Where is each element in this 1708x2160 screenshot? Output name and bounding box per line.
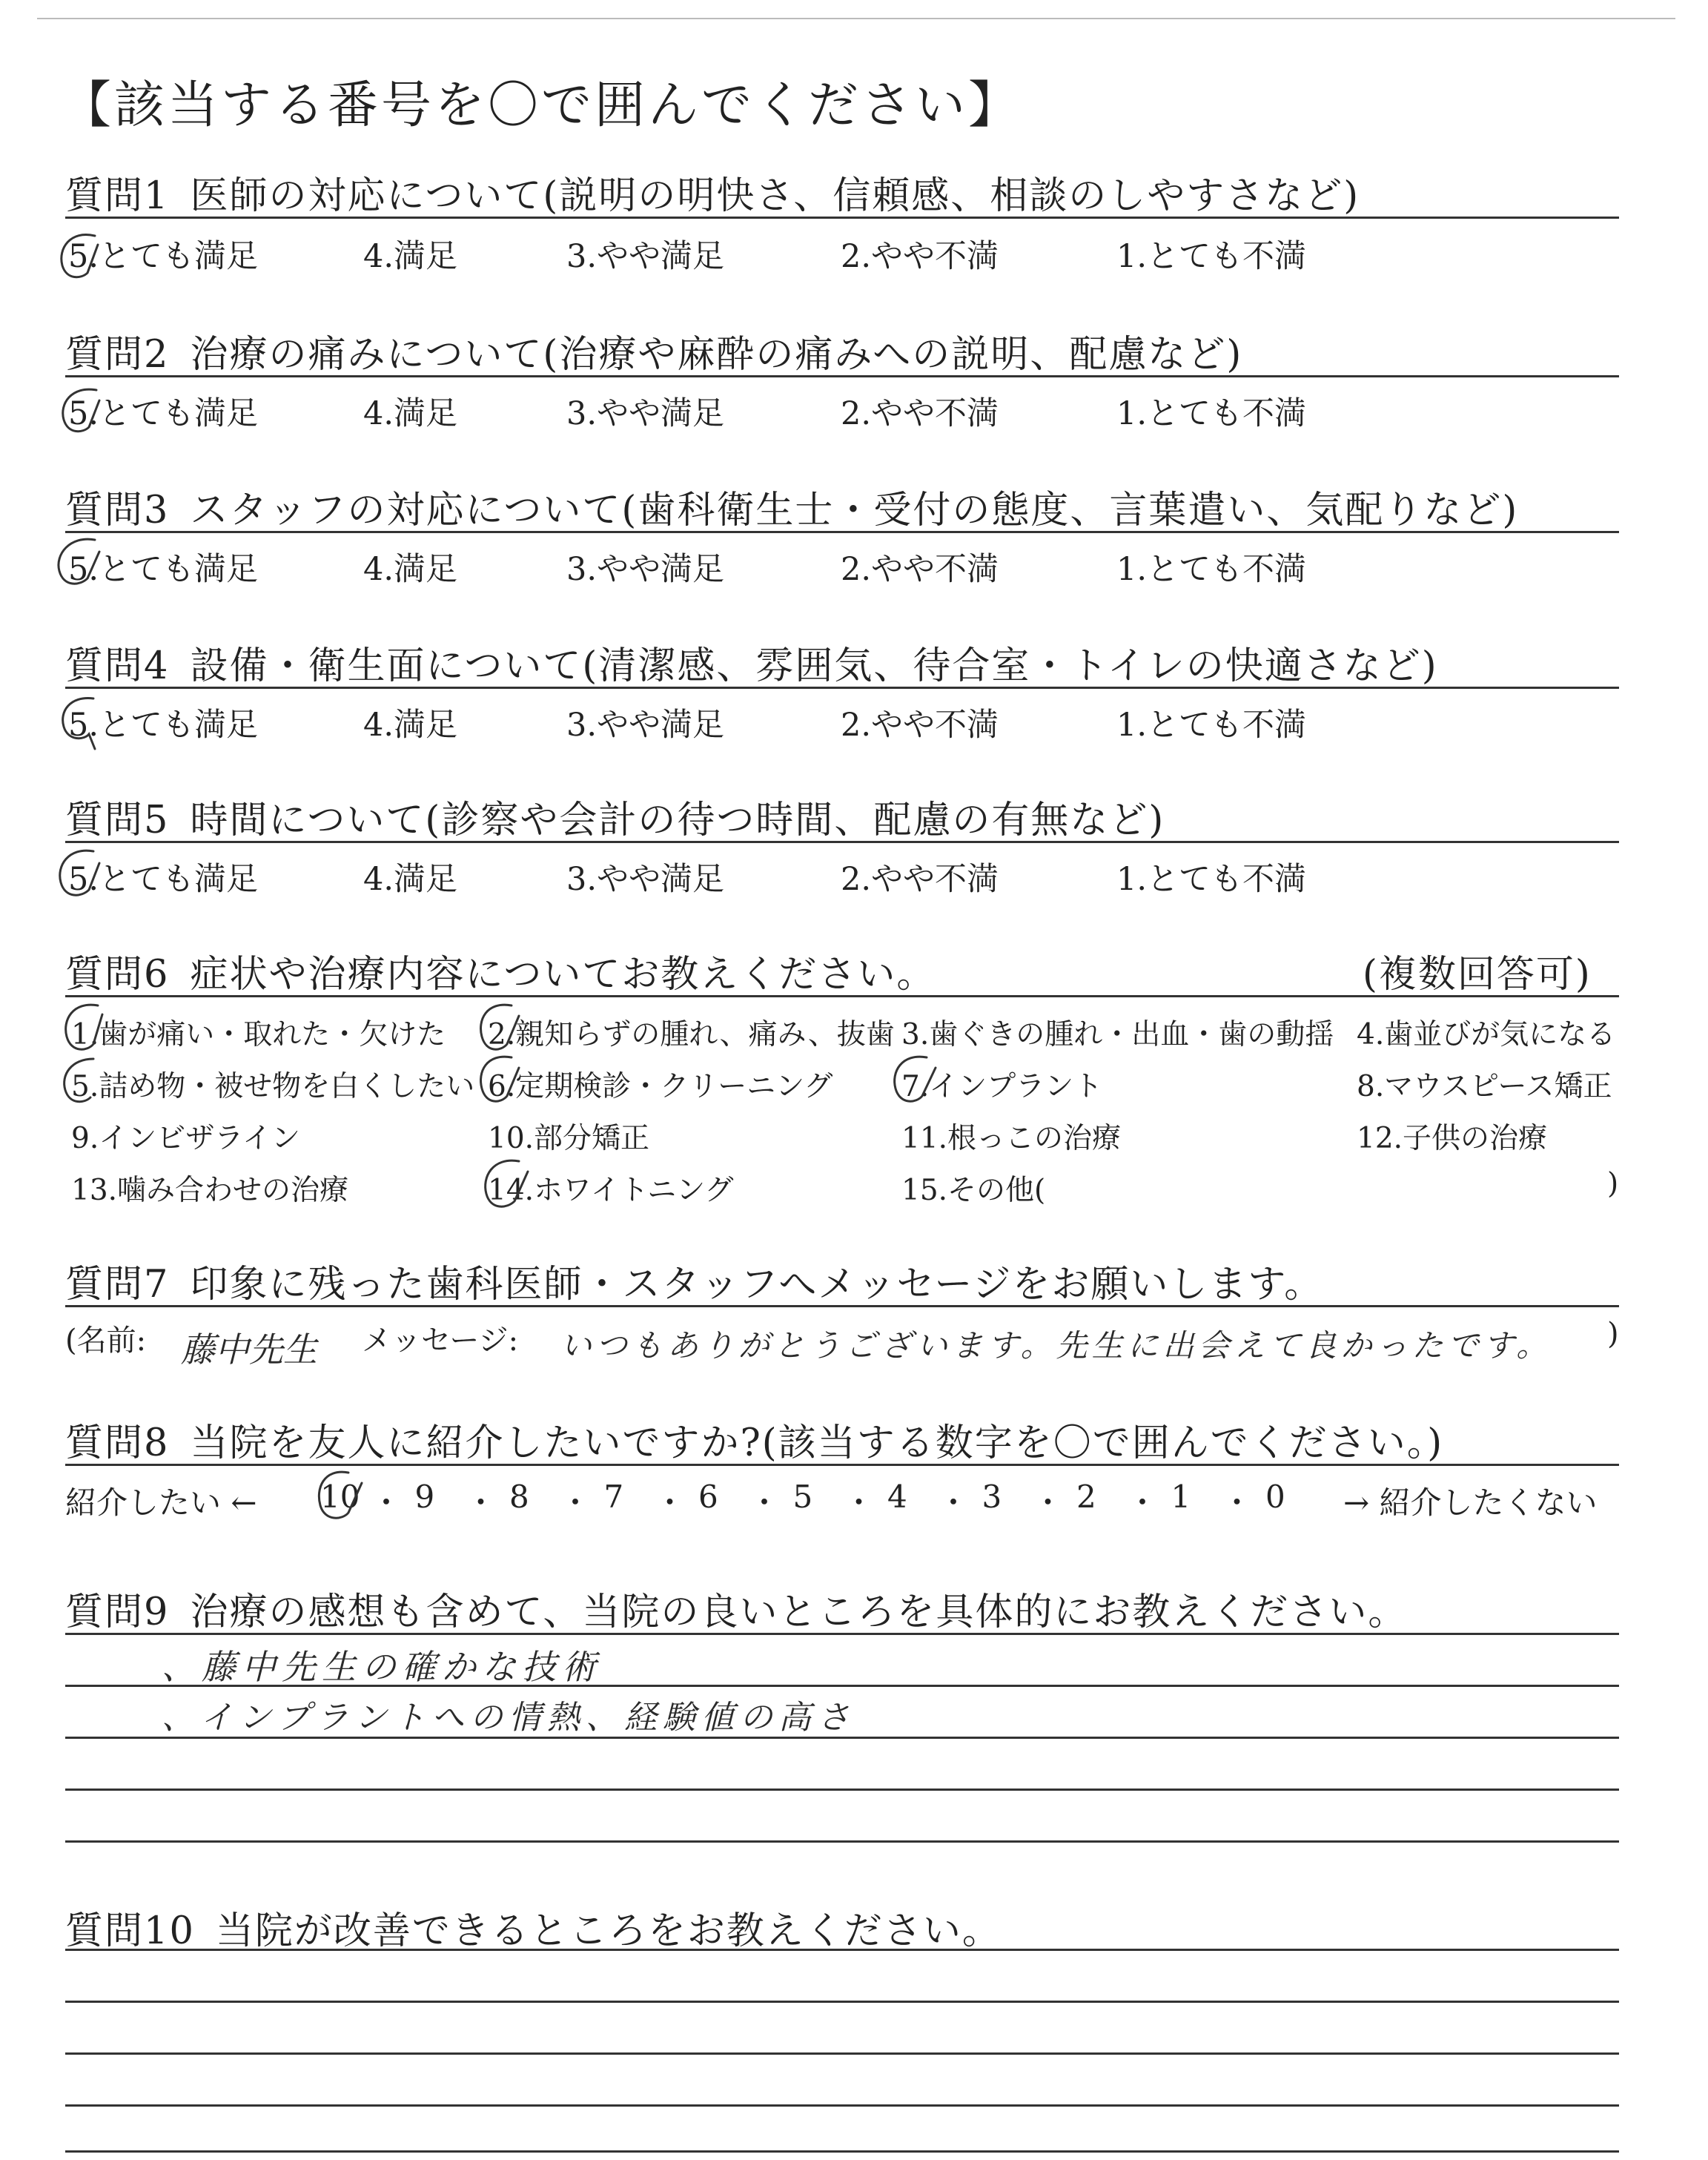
q6-option-3[interactable]: 3.歯ぐきの腫れ・出血・歯の動揺 (901, 1018, 1334, 1051)
q2-option-2[interactable]: 2.やや不満 (841, 395, 999, 432)
q4-option-4[interactable]: 4.満足 (363, 707, 458, 744)
q1-label: 質問1 (65, 174, 170, 218)
q8-label: 質問8 (65, 1421, 170, 1465)
q1-rule (65, 217, 1619, 219)
q8-scale-dot: ・ (938, 1484, 970, 1521)
q8-scale-dot: ・ (465, 1484, 497, 1521)
q8-scale-1[interactable]: 1 (1171, 1479, 1191, 1515)
q7-message-value[interactable]: いつもありがとうございます。先生に出会えて良かったです。 (560, 1327, 1552, 1364)
q2-option-1[interactable]: 1.とても不満 (1116, 395, 1307, 432)
q9-text: 治療の感想も含めて、当院の良いところを具体的にお教えください。 (190, 1591, 1408, 1634)
q8-scale-10[interactable]: 10 (320, 1479, 360, 1515)
q10-rule-5 (65, 2150, 1619, 2153)
q9-rule-5 (65, 1840, 1619, 1843)
q8-left-label: 紹介したい ← (65, 1484, 257, 1521)
q4-option-3[interactable]: 3.やや満足 (566, 707, 725, 744)
q8-scale-dot: ・ (843, 1484, 875, 1521)
page-top-edge (37, 18, 1675, 19)
q7-message-label: メッセージ: (362, 1324, 519, 1358)
q8-scale-dot: ・ (1221, 1484, 1253, 1521)
q1-title (65, 165, 1360, 219)
q8-scale-9[interactable]: 9 (414, 1479, 435, 1515)
q9-rule-1 (65, 1633, 1619, 1635)
q9-rule-3 (65, 1737, 1619, 1739)
q4-option-2[interactable]: 2.やや不満 (841, 707, 999, 744)
q4-option-5[interactable]: 5.とても満足 (68, 707, 259, 744)
q1-option-5[interactable]: 5.とても満足 (68, 238, 259, 275)
q10-rule-3 (65, 2052, 1619, 2055)
q6-rule (65, 995, 1619, 997)
q6-option-5[interactable]: 5.詰め物・被せ物を白くしたい (71, 1070, 475, 1103)
q2-text: 治療の痛みについて(治療や麻酔の痛みへの説明、配慮など) (190, 333, 1243, 377)
q4-label: 質問4 (65, 644, 170, 688)
q8-scale-8[interactable]: 8 (509, 1479, 529, 1515)
q8-scale-0[interactable]: 0 (1265, 1479, 1285, 1515)
q8-scale-dot: ・ (371, 1484, 403, 1521)
q2-label: 質問2 (65, 333, 170, 377)
q7-rule (65, 1305, 1619, 1307)
q2-option-5[interactable]: 5.とても満足 (68, 395, 259, 432)
q1-option-1[interactable]: 1.とても不満 (1116, 238, 1307, 275)
q3-option-2[interactable]: 2.やや不満 (841, 551, 999, 588)
q6-option-10[interactable]: 10.部分矯正 (488, 1122, 650, 1155)
q3-text: スタッフの対応について(歯科衛生士・受付の態度、言葉遣い、気配りなど) (190, 489, 1519, 532)
q6-other-close: ) (1607, 1167, 1619, 1200)
q6-note: (複数回答可) (1363, 953, 1592, 997)
q8-scale-dot: ・ (1127, 1484, 1159, 1521)
q5-option-3[interactable]: 3.やや満足 (566, 861, 725, 898)
q6-option-12[interactable]: 12.子供の治療 (1357, 1122, 1548, 1155)
q9-title (65, 1581, 1407, 1636)
q8-scale-dot: ・ (654, 1484, 686, 1521)
q2-option-4[interactable]: 4.満足 (363, 395, 458, 432)
q3-label: 質問3 (65, 489, 170, 532)
q6-option-13[interactable]: 13.噛み合わせの治療 (71, 1174, 349, 1207)
q3-option-4[interactable]: 4.満足 (363, 551, 458, 588)
q9-answer-2[interactable]: 、インプラントへの情熱、経験値の高さ (162, 1699, 855, 1737)
q8-scale-2[interactable]: 2 (1076, 1479, 1096, 1515)
q5-title (65, 789, 1165, 844)
q9-answer-1[interactable]: 、藤中先生の確かな技術 (162, 1647, 602, 1687)
q8-scale-5[interactable]: 5 (792, 1479, 813, 1515)
q6-option-11[interactable]: 11.根っこの治療 (901, 1122, 1122, 1155)
q2-rule (65, 375, 1619, 377)
q6-option-15[interactable]: 15.その他( (901, 1174, 1046, 1207)
q2-title (65, 323, 1242, 378)
q8-scale-dot: ・ (1032, 1484, 1064, 1521)
q10-text: 当院が改善できるところをお教えください。 (215, 1909, 1002, 1953)
q2-option-3[interactable]: 3.やや満足 (566, 395, 725, 432)
q6-title (65, 943, 936, 998)
q6-option-4[interactable]: 4.歯並びが気になる (1357, 1018, 1616, 1051)
q8-right-label: → 紹介したくない (1343, 1484, 1598, 1521)
q5-option-2[interactable]: 2.やや不満 (841, 861, 999, 898)
q5-text: 時間について(診察や会計の待つ時間、配慮の有無など) (190, 799, 1165, 842)
q9-label: 質問9 (65, 1591, 170, 1634)
q4-title (65, 635, 1438, 690)
q10-rule-1 (65, 1949, 1619, 1951)
q6-option-7[interactable]: 7.インプラント (901, 1070, 1103, 1103)
q6-option-2[interactable]: 2.親知らずの腫れ、痛み、抜歯 (488, 1018, 895, 1051)
q4-option-1[interactable]: 1.とても不満 (1116, 707, 1307, 744)
q6-label: 質問6 (65, 953, 170, 997)
q7-close: ) (1607, 1317, 1619, 1351)
q4-text: 設備・衛生面について(清潔感、雰囲気、待合室・トイレの快適さなど) (190, 644, 1438, 688)
page-header: 【該当する番号を〇で囲んでください】 (61, 76, 1022, 135)
q8-rule (65, 1464, 1619, 1466)
q8-scale-dot: ・ (749, 1484, 781, 1521)
q8-title (65, 1412, 1443, 1467)
q8-scale-3[interactable]: 3 (982, 1479, 1002, 1515)
q8-scale-dot: ・ (560, 1484, 592, 1521)
q1-option-4[interactable]: 4.満足 (363, 238, 458, 275)
q4-rule (65, 687, 1619, 689)
q3-title (65, 479, 1518, 534)
q8-text: 当院を友人に紹介したいですか?(該当する数字を〇で囲んでください。) (190, 1421, 1444, 1465)
q6-option-14[interactable]: 14.ホワイトニング (488, 1174, 734, 1207)
q6-text: 症状や治療内容についてお教えください。 (190, 953, 936, 997)
q6-option-1[interactable]: 1.歯が痛い・取れた・欠けた (71, 1018, 446, 1051)
q1-option-3[interactable]: 3.やや満足 (566, 238, 725, 275)
q5-option-4[interactable]: 4.満足 (363, 861, 458, 898)
q10-label: 質問10 (65, 1909, 195, 1953)
q6-option-8[interactable]: 8.マウスピース矯正 (1357, 1070, 1612, 1103)
q10-rule-2 (65, 2001, 1619, 2003)
q7-name-value[interactable]: 藤中先生 (181, 1330, 317, 1370)
q5-option-1[interactable]: 1.とても不満 (1116, 861, 1307, 898)
q3-option-3[interactable]: 3.やや満足 (566, 551, 725, 588)
q7-label: 質問7 (65, 1263, 170, 1307)
q9-rule-2 (65, 1685, 1619, 1687)
q3-option-5[interactable]: 5.とても満足 (68, 551, 259, 588)
q5-rule (65, 841, 1619, 843)
q8-scale-4[interactable]: 4 (887, 1479, 907, 1515)
q9-rule-4 (65, 1789, 1619, 1791)
q7-name-label: (名前: (65, 1324, 147, 1358)
q7-title (65, 1253, 1323, 1308)
q5-option-5[interactable]: 5.とても満足 (68, 861, 259, 898)
q5-label: 質問5 (65, 799, 170, 842)
q10-rule-4 (65, 2104, 1619, 2107)
q8-scale-7[interactable]: 7 (603, 1479, 624, 1515)
q10-title (65, 1900, 1002, 1955)
q7-text: 印象に残った歯科医師・スタッフへメッセージをお願いします。 (190, 1263, 1324, 1307)
q8-scale-6[interactable]: 6 (698, 1479, 718, 1515)
q3-rule (65, 531, 1619, 533)
q6-option-6[interactable]: 6.定期検診・クリーニング (488, 1070, 833, 1103)
q1-option-2[interactable]: 2.やや不満 (841, 238, 999, 275)
q1-text: 医師の対応について(説明の明快さ、信頼感、相談のしやすさなど) (190, 174, 1360, 218)
q6-option-9[interactable]: 9.インビザライン (71, 1122, 301, 1155)
q3-option-1[interactable]: 1.とても不満 (1116, 551, 1307, 588)
